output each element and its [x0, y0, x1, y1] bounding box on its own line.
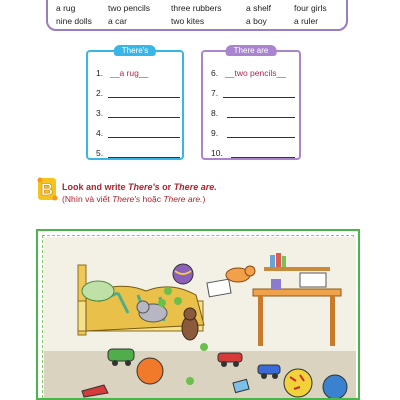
answer-blank[interactable] [227, 117, 295, 118]
answer-blank[interactable] [108, 157, 180, 158]
line-number: 1. [96, 68, 104, 78]
answer-line[interactable] [96, 108, 180, 120]
word-bank-item: two pencils [108, 3, 151, 13]
line-number: 10. [211, 148, 223, 158]
there-are-answer-box [201, 46, 301, 160]
line-answer: __a rug__ [110, 68, 149, 78]
line-answer: __two pencils__ [225, 68, 286, 78]
word-bank [46, 0, 348, 31]
answer-line[interactable] [96, 148, 180, 160]
answer-line[interactable] [211, 148, 295, 160]
subtitle-text: ) [202, 194, 206, 204]
line-number: 9. [211, 128, 219, 138]
section-b-badge-icon [36, 176, 58, 202]
subtitle-emphasis: There's [112, 194, 141, 204]
section-letter: B [40, 180, 54, 199]
title-text: Look and write [62, 182, 129, 192]
word-bank-item: a car [108, 16, 127, 26]
line-number: 6. [211, 68, 219, 78]
ball-icon [323, 375, 347, 399]
word-bank-item: two kites [171, 16, 205, 26]
answer-blank[interactable] [227, 137, 295, 138]
section-b-title [62, 182, 217, 192]
answer-line[interactable] [211, 128, 295, 140]
line-number: 2. [96, 88, 104, 98]
answer-line[interactable] [96, 68, 180, 80]
title-text: or [159, 182, 174, 192]
word-bank-item: a rug [56, 3, 76, 13]
answer-blank[interactable] [108, 117, 180, 118]
word-bank-item: a ruler [294, 16, 319, 26]
answer-line[interactable] [96, 88, 180, 100]
there-are-label: There are [226, 45, 277, 56]
answer-line[interactable] [96, 128, 180, 140]
word-bank-item: three rubbers [171, 3, 222, 13]
answer-blank[interactable] [223, 97, 295, 98]
line-number: 8. [211, 108, 219, 118]
line-number: 5. [96, 148, 104, 158]
title-emphasis: There's [128, 182, 160, 192]
bedroom-illustration-frame [36, 229, 360, 400]
ball-icon [284, 369, 312, 397]
word-bank-row [56, 16, 346, 28]
word-bank-item: four girls [294, 3, 327, 13]
theres-answer-box [86, 46, 184, 160]
word-bank-item: a shelf [246, 3, 272, 13]
ball-icon [137, 358, 163, 384]
line-number: 3. [96, 108, 104, 118]
line-number: 7. [211, 88, 219, 98]
subtitle-text: (Nhìn và viết [62, 194, 113, 204]
line-number: 4. [96, 128, 104, 138]
title-emphasis: There are. [173, 182, 217, 192]
answer-line[interactable] [211, 108, 295, 120]
answer-line[interactable] [211, 88, 295, 100]
subtitle-emphasis: There are. [163, 194, 203, 204]
word-bank-item: nine dolls [56, 16, 92, 26]
answer-line[interactable] [211, 68, 295, 80]
word-bank-item: a boy [246, 16, 267, 26]
answer-blank[interactable] [108, 97, 180, 98]
answer-blank[interactable] [108, 137, 180, 138]
messy-bedroom-illustration [38, 231, 360, 400]
answer-blank[interactable] [231, 157, 295, 158]
subtitle-text: hoặc [140, 194, 164, 204]
word-bank-row [56, 3, 346, 15]
ball-icon [173, 264, 193, 284]
theres-label: There's [114, 45, 156, 56]
cat-icon [182, 308, 198, 340]
section-b-subtitle [62, 194, 205, 204]
